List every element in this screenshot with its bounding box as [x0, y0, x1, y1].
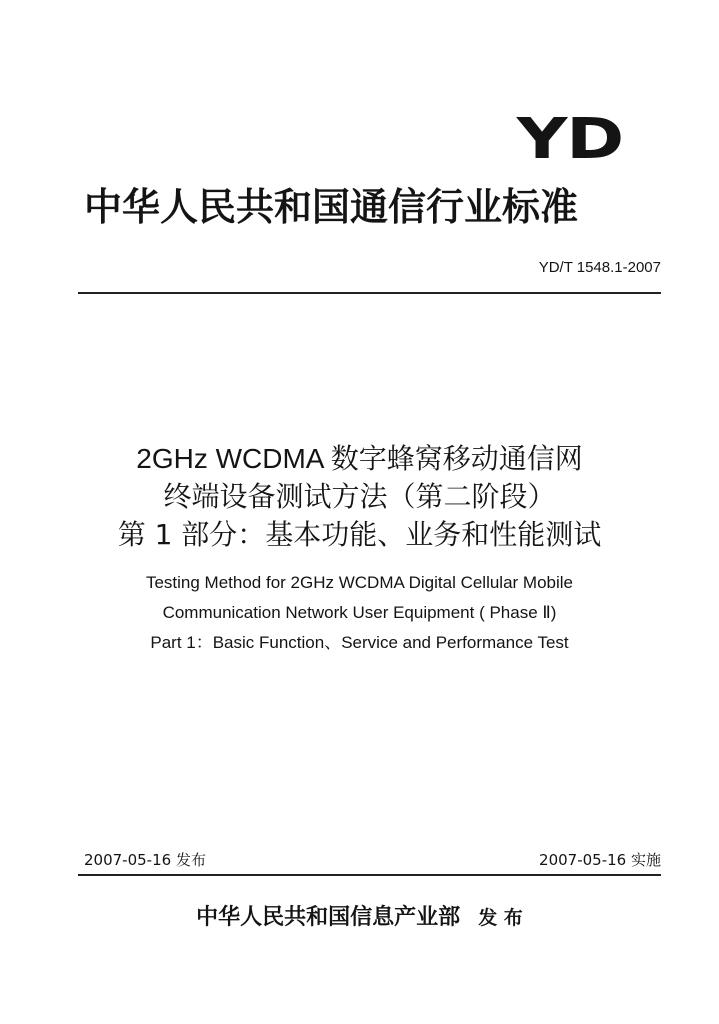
chinese-title [0, 440, 719, 554]
issuer-action: 发 布 [478, 907, 523, 929]
issuer-line [0, 902, 719, 933]
english-title-line-3: Part 1：Basic Function、Service and Performance Test [150, 633, 569, 652]
chinese-title-line-1: 2GHz WCDMA 数字蜂窝移动通信网 [136, 443, 583, 474]
issue-date: 2007-05-16 发布 [84, 851, 206, 869]
english-title-line-1: Testing Method for 2GHz WCDMA Digital Cellular Mobile [145, 573, 574, 592]
top-divider [78, 292, 661, 294]
implementation-date: 2007-05-16 实施 [539, 851, 661, 869]
bottom-divider [78, 874, 661, 876]
issuer-name: 中华人民共和国信息产业部 [196, 904, 461, 930]
english-title-line-2: Communication Network User Equipment ( Phase Ⅱ) [162, 603, 557, 622]
yd-logo: YD [516, 107, 623, 172]
standard-category-title: 中华人民共和国通信行业标准 [84, 185, 579, 229]
english-title [0, 568, 719, 658]
standard-number: YD/T 1548.1-2007 [538, 259, 661, 276]
chinese-title-line-3: 第 1 部分：基本功能、业务和性能测试 [117, 518, 602, 551]
chinese-title-line-2: 终端设备测试方法（第二阶段） [163, 480, 556, 513]
